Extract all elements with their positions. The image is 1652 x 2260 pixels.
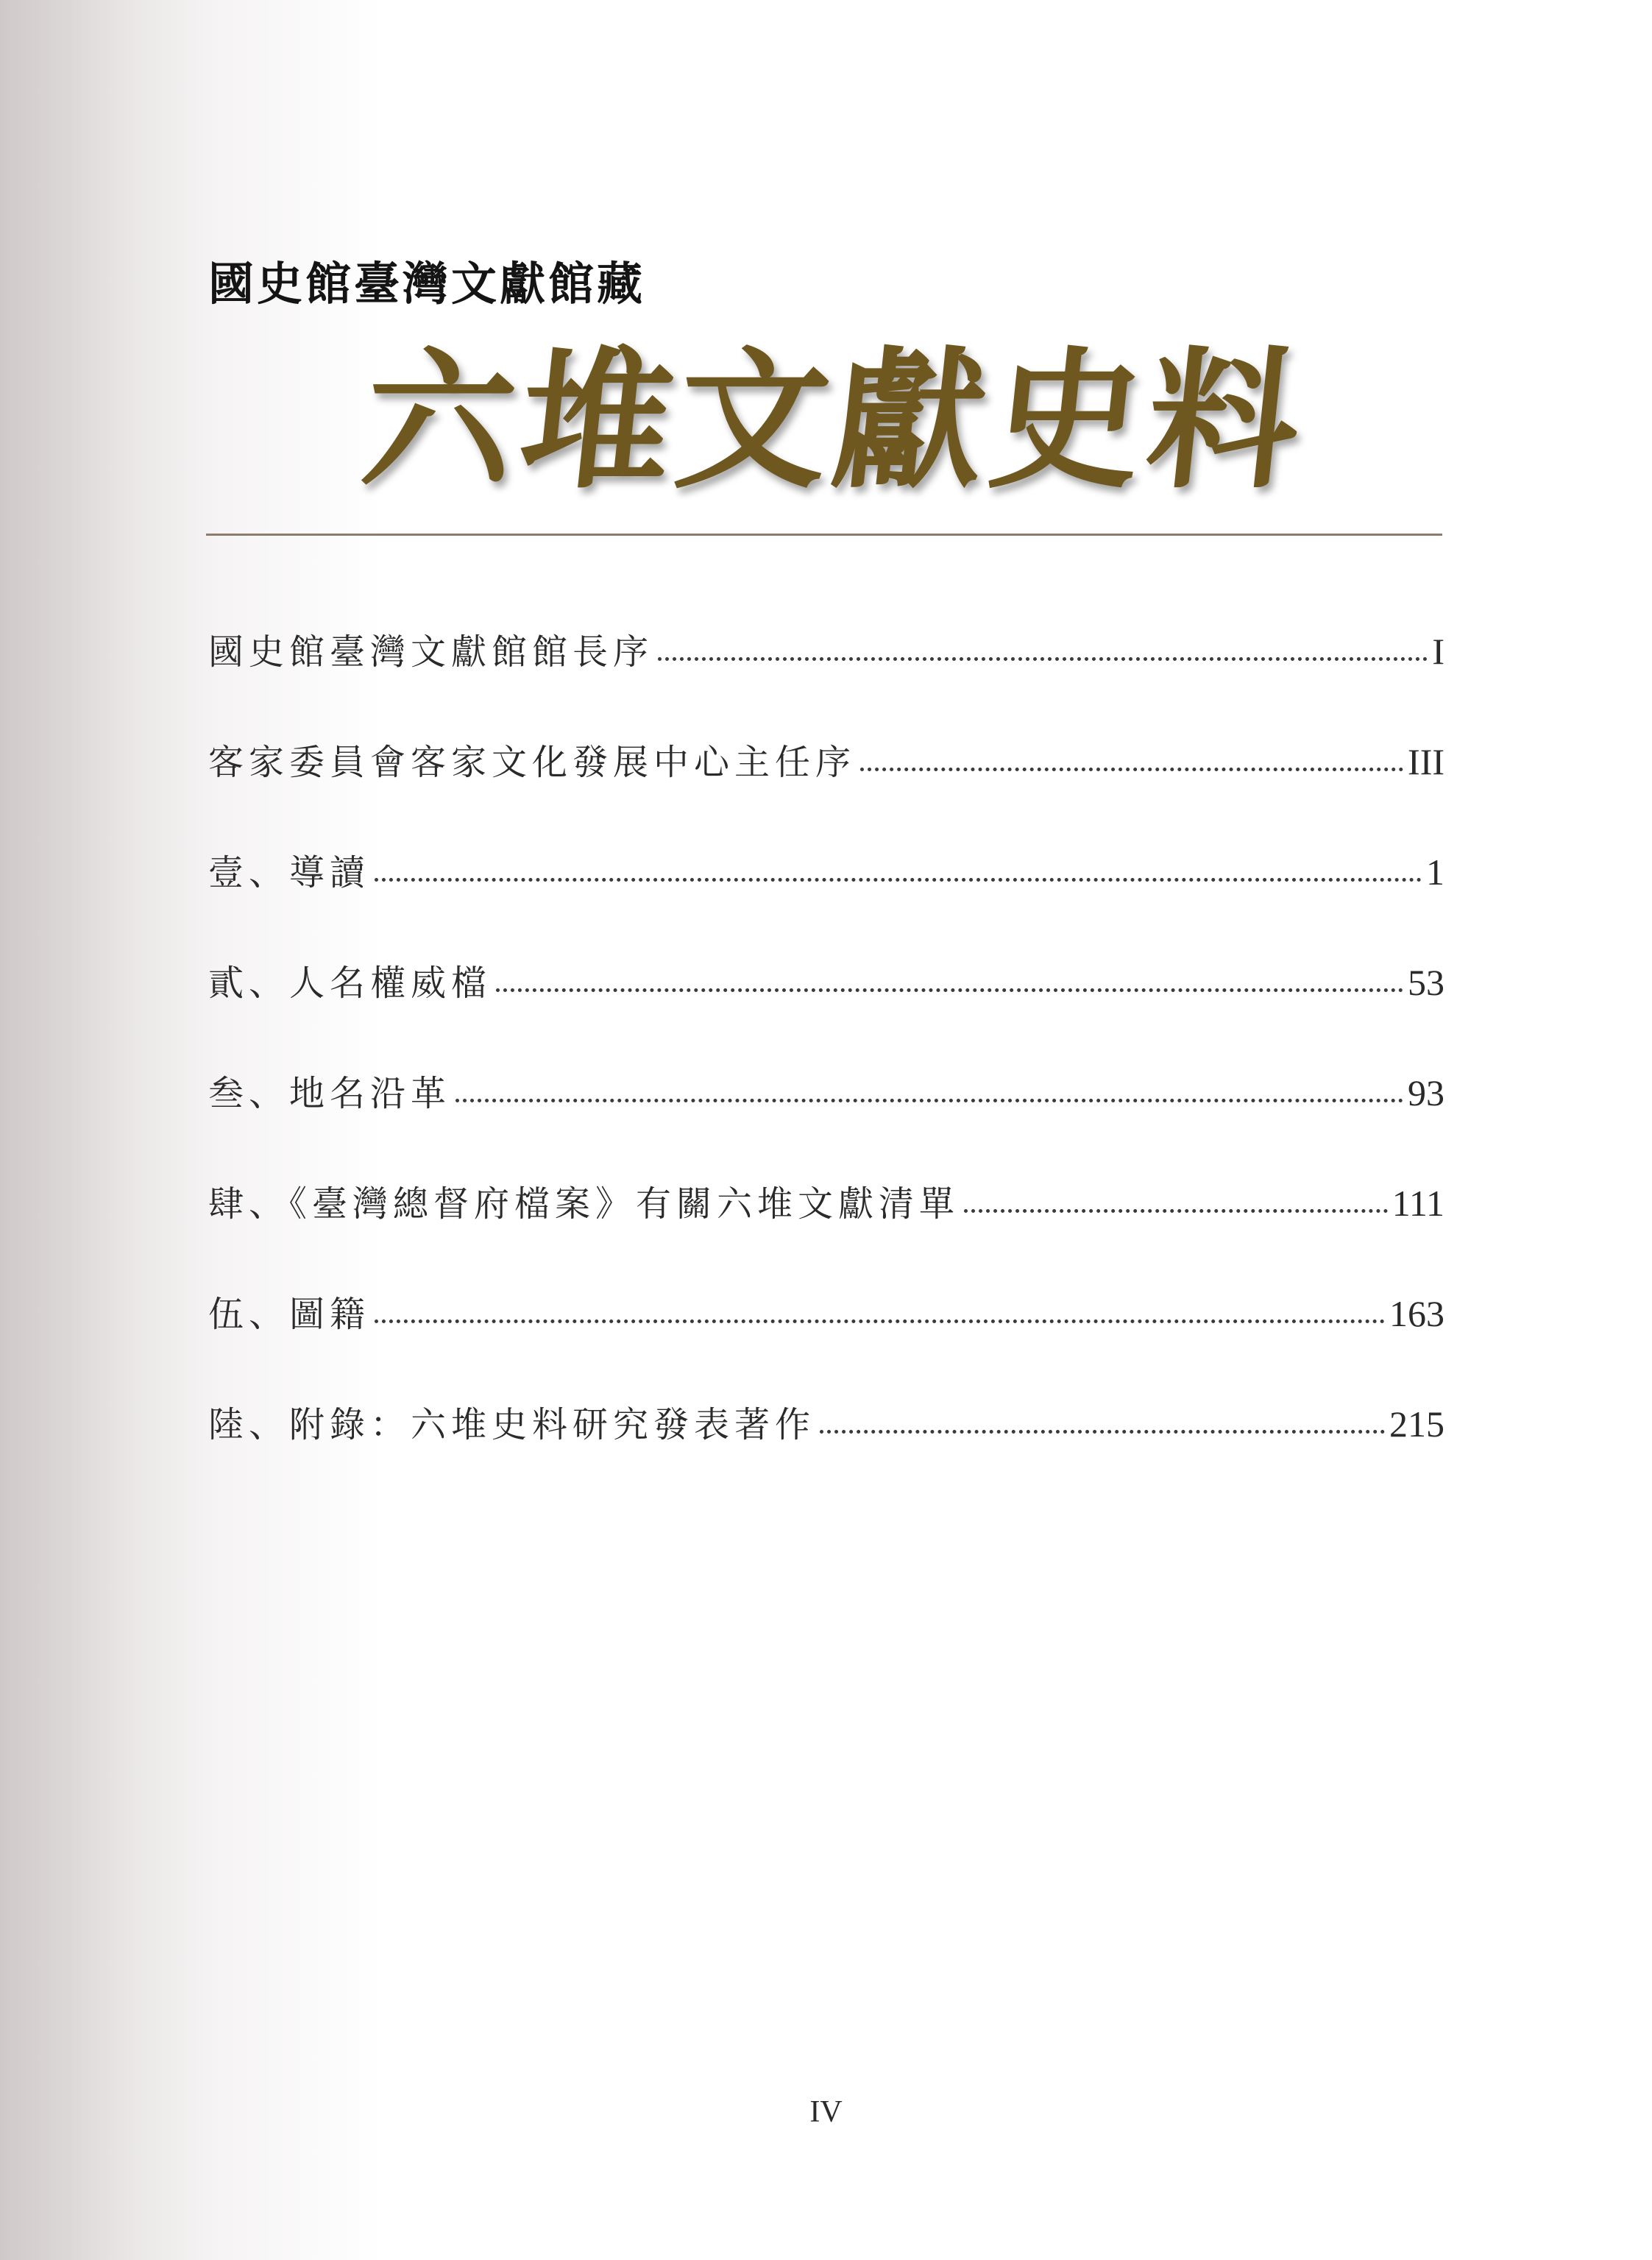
toc-dot-leader — [375, 1319, 1385, 1323]
toc-dot-leader — [820, 1430, 1385, 1434]
page-number: IV — [809, 2095, 843, 2129]
toc-entry-page: I — [1432, 631, 1444, 672]
toc-entry-page: 111 — [1392, 1183, 1444, 1224]
toc-entry-introduction[interactable] — [208, 846, 1444, 898]
toc-entry-preface-hakka[interactable] — [208, 736, 1444, 787]
title-divider — [206, 534, 1442, 536]
toc-dot-leader — [860, 768, 1403, 771]
toc-entry-place-names[interactable] — [208, 1067, 1444, 1119]
toc-entry-page: 93 — [1408, 1072, 1444, 1113]
page-margin-gradient — [0, 0, 383, 2260]
toc-entry-page: III — [1408, 741, 1444, 782]
toc-entry-page: 163 — [1389, 1293, 1444, 1334]
toc-dot-leader — [964, 1209, 1388, 1213]
toc-entry-page: 1 — [1426, 851, 1444, 893]
main-title: 六堆文獻史料 — [355, 333, 1314, 509]
toc-entry-appendix[interactable] — [208, 1398, 1444, 1450]
toc-entry-label: 貳、人名權威檔 — [208, 963, 492, 1004]
toc-entry-label: 伍、圖籍 — [208, 1294, 371, 1335]
toc-entry-page: 53 — [1408, 962, 1444, 1003]
toc-entry-label: 客家委員會客家文化發展中心主任序 — [208, 742, 857, 783]
toc-entry-archive-list[interactable] — [208, 1177, 1444, 1229]
toc-dot-leader — [658, 657, 1428, 661]
toc-dot-leader — [496, 988, 1403, 992]
toc-entry-maps[interactable] — [208, 1288, 1444, 1339]
toc-dot-leader — [455, 1099, 1403, 1102]
toc-entry-label: 叁、地名沿革 — [208, 1073, 452, 1114]
toc-dot-leader — [375, 878, 1422, 882]
toc-entry-name-authority[interactable] — [208, 957, 1444, 1008]
toc-entry-label: 國史館臺灣文獻館館長序 — [208, 631, 654, 673]
toc-entry-page: 215 — [1389, 1403, 1444, 1445]
toc-entry-label: 肆、《臺灣總督府檔案》有關六堆文獻清單 — [208, 1183, 960, 1225]
toc-entry-label: 壹、導讀 — [208, 852, 371, 893]
series-title: 國史館臺灣文獻館藏 — [208, 257, 646, 311]
toc-entry-preface-director[interactable] — [208, 626, 1444, 677]
toc-entry-label: 陸、附錄：六堆史料研究發表著作 — [208, 1404, 816, 1445]
